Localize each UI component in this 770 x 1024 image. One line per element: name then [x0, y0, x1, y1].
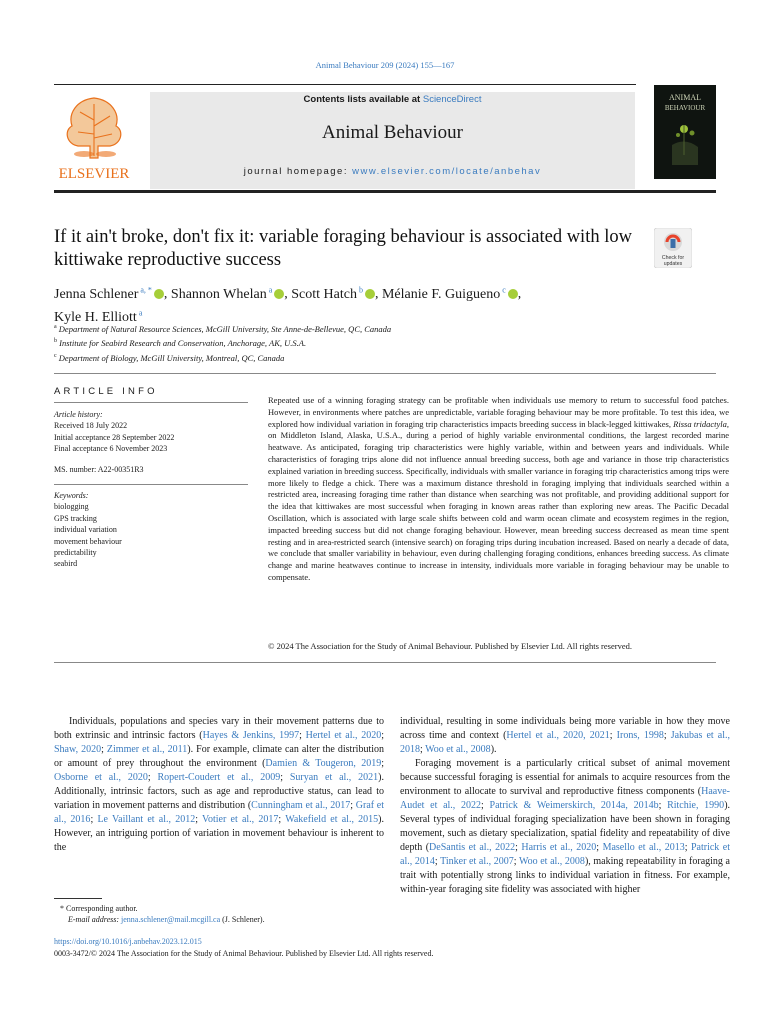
body-text: ; [663, 730, 671, 741]
body-text: Foraging movement is a particularly critical subset of animal movement because successful foraging is essential for animals to acquire resources from the environment to allocate to survival and reproductive fitness components ( [400, 758, 730, 797]
cover-art-icon [654, 85, 716, 179]
journal-reference[interactable]: Animal Behaviour 209 (2024) 155—167 [315, 60, 455, 70]
citation-link[interactable]: Harris et al., 2020 [521, 842, 597, 853]
body-text: ). Additionally, intrinsic factors, such as age and reproductive status, can lead to variation in movement patterns and distribution ( [54, 772, 384, 811]
citation-link[interactable]: Zimmer et al., 2011 [106, 744, 188, 755]
citation-link[interactable]: Graf et al., 2016 [54, 800, 384, 825]
affiliation-text: Department of Biology, McGill University, Montreal, QC, Canada [56, 352, 285, 363]
body-text: ). [490, 744, 497, 755]
citation-link[interactable]: Suryan et al., 2021 [289, 772, 379, 783]
body-text: ; [195, 814, 203, 825]
affiliation-mark: c [54, 352, 57, 359]
body-text: ; [278, 814, 286, 825]
body-text: ). For example, climate can alter the distribution or amount of prey throughout the environment ( [54, 744, 384, 769]
article-info-heading: ARTICLE INFO [54, 386, 158, 397]
body-text: ; [481, 800, 490, 811]
citation-link[interactable]: Cunningham et al., 2017 [251, 800, 351, 811]
body-text: ). Several types of individual foraging specialization have been shown in foraging movement, such as dietary specialization, spatial fidelity and repeatability of dive depth ( [400, 800, 731, 853]
keywords [54, 490, 248, 570]
author-name: Shannon Whelan [170, 286, 267, 302]
affiliation-line [54, 350, 694, 364]
citation-link[interactable]: Masello et al., 2013 [602, 842, 685, 853]
body-paragraph [400, 757, 730, 897]
author-affiliation-mark[interactable]: c [500, 285, 506, 294]
citation-link[interactable]: Irons, 1998 [616, 730, 664, 741]
article-title: If it ain't broke, don't fix it: variable foraging behaviour is associated with low kittiwake reproductive success [54, 227, 632, 270]
abstract-copyright: © 2024 The Association for the Study of Animal Behaviour. Published by Elsevier Ltd. All rights reserved. [268, 641, 632, 651]
affiliations [54, 321, 694, 364]
body-text: ; [515, 842, 522, 853]
citation-link[interactable]: Tinker et al., 2007 [440, 856, 514, 867]
check-for-updates-badge[interactable] [654, 228, 692, 268]
author-affiliation-mark[interactable]: a, * [138, 285, 152, 294]
author-name: Kyle H. Elliott [54, 310, 137, 326]
citation-link[interactable]: Patrick et al., 2014 [400, 842, 731, 867]
orcid-icon[interactable] [154, 289, 164, 299]
citation-link[interactable]: Wakefield et al., 2015 [285, 814, 379, 825]
footnote-rule [54, 898, 102, 899]
keyword-item: GPS tracking [54, 513, 97, 523]
body-text: ; [381, 758, 384, 769]
body-text: ), making repeatability in foraging a trait with potentially strong links to individual variation in fitness. For example, within-year foraging site fidelity was associated with higher [400, 856, 730, 895]
citation-link[interactable]: Woo et al., 2008 [425, 744, 491, 755]
species-name: Rissa tridactyla [673, 418, 727, 429]
author-name: Scott Hatch [291, 286, 357, 302]
email-line [54, 914, 384, 925]
footnote [54, 903, 384, 925]
body-text: ; [596, 842, 603, 853]
body-text: individual, resulting in some individuals being more variable in how they move across time and context ( [400, 716, 730, 741]
citation-link[interactable]: Woo et al., 2008 [518, 856, 585, 867]
elsevier-wordmark: ELSEVIER [58, 166, 130, 182]
keyword-item: predictability [54, 548, 97, 558]
keyword-item: individual variation [54, 525, 117, 535]
history-received: Received 18 July 2022 [54, 421, 128, 431]
citation-link[interactable]: Votier et al., 2017 [202, 814, 279, 825]
keyword-item: seabird [54, 559, 78, 569]
citation-link[interactable]: DeSantis et al., 2022 [429, 842, 516, 853]
body-text: ; [381, 730, 385, 741]
body-text: ; [434, 856, 441, 867]
author-name: Mélanie F. Guigueno [381, 286, 501, 302]
affiliation-mark: a [54, 324, 57, 330]
author[interactable] [291, 287, 375, 302]
body-text: ; [684, 842, 691, 853]
ms-number: MS. number: A22-00351R3 [54, 465, 144, 474]
affiliation-text: Department of Natural Resource Sciences, McGill University, Ste Anne-de-Bellevue, QC, Canada [56, 323, 392, 334]
keywords-rule [54, 484, 248, 485]
citation-link[interactable]: Patrick & Weimerskirch, 2014a, 2014b [489, 800, 659, 811]
issn-copyright: 0003-3472/© 2024 The Association for the Study of Animal Behaviour. Published by Elsevier Ltd. All rights reserved. [54, 949, 434, 958]
keyword-item: biologging [54, 502, 89, 512]
article-history [54, 409, 248, 455]
citation-link[interactable]: Ritchie, 1990 [667, 800, 725, 811]
contents-line [150, 94, 635, 105]
keyword-item: movement behaviour [54, 536, 122, 546]
orcid-icon[interactable] [274, 289, 284, 299]
citation-link[interactable]: Ropert-Coudert et al., 2009 [157, 772, 281, 783]
elsevier-logo [54, 90, 134, 182]
body-text: ). However, an intriguing portion of variation in movement behaviour is inherent to the [54, 814, 385, 853]
body-text: ; [299, 730, 306, 741]
affiliations-rule [54, 373, 716, 374]
body-text: ; [101, 744, 107, 755]
abstract-part-2: , on Middleton Island, Alaska, U.S.A., during a period of highly variable environmental conditions, the largest recorded marine heatwave. As anticipated, foraging trip characteristics were highly variable, within and between years and individuals. While characteristics of foraging trips alone did not influence annual breeding success, both age and variance in those trip characteristics explained variation in breeding success. Specifically, individuals with smaller variance in foraging trip characteristics among trips were more likely to fledge a chick. There was a maximum distance threshold in foraging implying that individuals searched within a restricted area, increasing foraging time rather than distance when searching was not profitable, and providing additional support for the idea that kittiwakes are most successful when foraging in known areas rather than exploring new areas. The Pacific Decadal Oscillation, which is associated with large scale shifts between cold and warm ocean climate and ecosystem regimes in the region, impacted breeding success but did not change foraging behaviour. However, mean breeding success decreased as mean time spent resting and in area-restricted search (intensive search) on foraging trips during incubation increased. Based on nearly a decade of data, we conclude that smaller variability in behaviour, even during challenging foraging conditions, enhances breeding success. As climate change and marine heatwaves continue to increase in intensity, individuals more variable in foraging behaviour may be unable to compensate. [268, 418, 729, 582]
body-text: ; [280, 772, 290, 783]
corresponding-author-note: * Corresponding author. [60, 904, 138, 913]
body-text: ; [513, 856, 519, 867]
svg-text:BEHAVIOUR: BEHAVIOUR [664, 104, 706, 112]
citation-link[interactable]: Osborne et al., 2020 [54, 772, 148, 783]
author-affiliation-mark[interactable]: b [356, 285, 363, 294]
author-name: Jenna Schlener [54, 286, 139, 302]
author-affiliation-mark[interactable]: a [136, 308, 143, 318]
header-top-rule [54, 84, 636, 85]
author[interactable] [382, 287, 518, 302]
body-paragraph [54, 715, 384, 855]
citation-link[interactable]: Shaw, 2020 [54, 744, 102, 755]
journal-title: Animal Behaviour [322, 122, 463, 143]
abstract-text [268, 395, 729, 584]
journal-homepage [150, 166, 635, 177]
affiliation-line [54, 321, 694, 335]
doi-link[interactable]: https://doi.org/10.1016/j.anbehav.2023.12.015 [54, 937, 202, 946]
history-initial-acceptance: Initial acceptance 28 September 2022 [54, 432, 175, 442]
orcid-icon[interactable] [508, 289, 518, 299]
svg-text:ANIMAL: ANIMAL [669, 93, 701, 102]
body-paragraph [400, 715, 730, 757]
history-label: Article history: [54, 410, 103, 419]
citation-link[interactable]: Le Vaillant et al., 2012 [97, 814, 196, 825]
abstract-bottom-rule [54, 662, 716, 663]
citation-link[interactable]: Hayes & Jenkins, 1997 [202, 730, 300, 741]
keywords-label: Keywords: [54, 491, 89, 500]
author-list: Jenna Schlener $^{a, *}$ , Shannon Whelan $^a$ , Scott Hatch $^b$ , Mélanie F. Guigueno $^c$ , Kyle H. Elliott $^a$ [54, 285, 522, 326]
body-text: ; [609, 730, 617, 741]
citation-link[interactable]: Hertel et al., 2020 [305, 730, 382, 741]
author[interactable] [54, 287, 164, 302]
history-final-acceptance: Final acceptance 6 November 2023 [54, 444, 168, 454]
check-for-updates-icon [654, 228, 692, 268]
header-bottom-rule [54, 190, 716, 193]
homepage-link[interactable]: www.elsevier.com/locate/anbehav [352, 166, 542, 177]
body-column-left [54, 715, 384, 855]
email-link[interactable]: jenna.schlener@mail.mcgill.ca [121, 915, 221, 924]
abstract-part-1: Repeated use of a winning foraging strategy can be profitable when individuals use memory to return to successful food patches. However, in environments where patches are unpredictable, variable foraging behaviour may be more profitable. To test this idea, we explored how individual variation in foraging trip characteristics impacts breeding success in black-legged kittiwakes, [268, 395, 729, 429]
body-column-right [400, 715, 730, 897]
email-suffix: (J. Schlener). [220, 915, 265, 924]
citation-link[interactable]: Hertel et al., 2020, 2021 [506, 730, 610, 741]
check-for-updates-label: Check for updates [661, 255, 685, 267]
body-text: ; [147, 772, 158, 783]
body-text: Individuals, populations and species vary in their movement patterns due to both extrinsic and intrinsic factors ( [54, 716, 384, 741]
article-info-rule [54, 402, 248, 403]
sciencedirect-link[interactable]: ScienceDirect [422, 94, 482, 105]
author[interactable] [171, 287, 284, 302]
orcid-icon[interactable] [365, 289, 375, 299]
affiliation-text: Institute for Seabird Research and Conservation, Anchorage, AK, U.S.A. [57, 338, 307, 349]
elsevier-tree-icon [54, 90, 134, 182]
citation-link[interactable]: Jakubas et al., 2018 [400, 730, 731, 755]
body-text: ; [658, 800, 668, 811]
homepage-prefix: journal homepage: [243, 166, 353, 177]
body-text: ; [420, 744, 426, 755]
citation-link[interactable]: Haave-Audet et al., 2022 [400, 786, 730, 811]
email-label: E-mail address: [68, 915, 122, 924]
author-affiliation-mark[interactable]: a [266, 285, 273, 294]
body-text: ; [350, 800, 356, 811]
journal-cover-image [654, 85, 716, 179]
contents-prefix: Contents lists available at [303, 94, 423, 105]
body-text: ; [90, 814, 98, 825]
affiliation-mark: b [54, 338, 57, 345]
citation-link[interactable]: Damien & Tougeron, 2019 [265, 758, 382, 769]
affiliation-line [54, 335, 694, 349]
